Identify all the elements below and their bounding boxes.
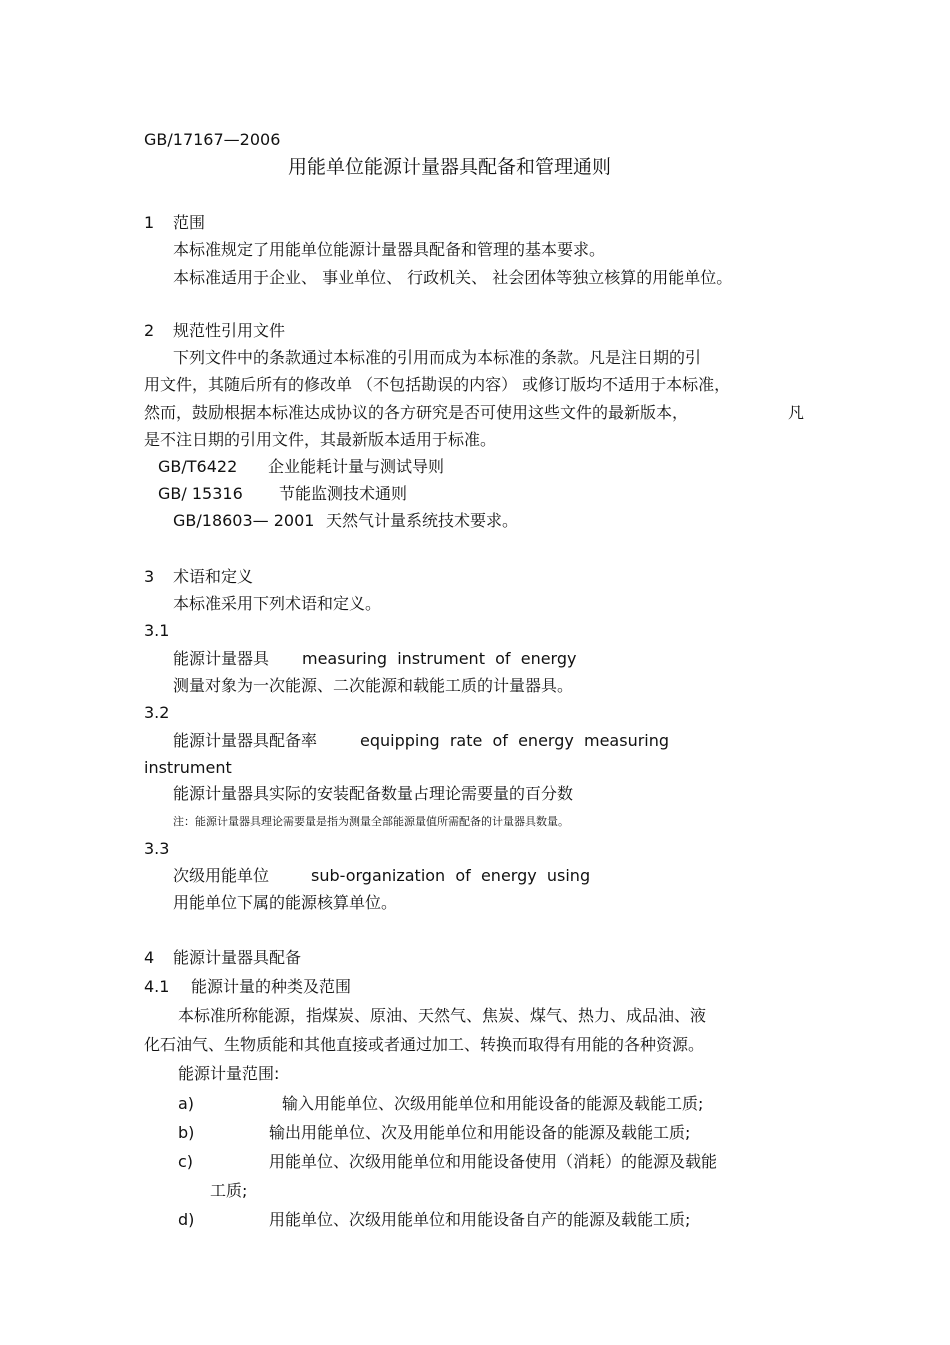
term-chinese: 能源计量器具	[173, 649, 270, 668]
reference-name: 企业能耗计量与测试导则	[268, 457, 445, 476]
reference-code: GB/ 15316	[158, 484, 243, 503]
term-chinese: 次级用能单位	[173, 866, 270, 885]
term-number: 3.3	[144, 839, 170, 858]
section-2-heading: 规范性引用文件	[173, 321, 286, 340]
list-item-text-continued: 工质;	[210, 1181, 248, 1200]
section-2-line: 是不注日期的引用文件，其最新版本适用于标准。	[144, 430, 497, 449]
list-item-label: d)	[178, 1210, 195, 1229]
term-chinese: 能源计量器具配备率	[173, 731, 318, 750]
section-4-number: 4	[144, 948, 155, 967]
section-2-number: 2	[144, 321, 155, 340]
section-3-number: 3	[144, 567, 155, 586]
term-english: equipping rate of energy measuring	[360, 731, 670, 750]
section-2-line: 然而，鼓励根据本标准达成协议的各方研究是否可使用这些文件的最新版本，	[144, 403, 689, 422]
list-item-label: a)	[178, 1094, 195, 1113]
term-note: 注：能源计量器具理论需要量是指为测量全部能源量值所需配备的计量器具数量。	[173, 815, 569, 828]
section-2-line: 用文件，其随后所有的修改单 （不包括勘误的内容） 或修订版均不适用于本标准，	[144, 375, 731, 394]
section-1-heading: 范围	[173, 213, 206, 232]
doc-code: GB/17167—2006	[144, 130, 281, 149]
section-2-line-end: 凡	[788, 403, 805, 422]
reference-name: 节能监测技术通则	[279, 484, 408, 503]
list-item-text: 用能单位、次级用能单位和用能设备使用（消耗）的能源及载能	[269, 1152, 718, 1171]
list-item-label: b)	[178, 1123, 195, 1142]
term-number: 3.2	[144, 703, 170, 722]
term-english-continued: instrument	[144, 758, 232, 777]
list-item-text: 输出用能单位、次及用能单位和用能设备的能源及载能工质;	[269, 1123, 691, 1142]
section-1-number: 1	[144, 213, 155, 232]
section-4-line: 本标准所称能源，指煤炭、原油、天然气、焦炭、煤气、热力、成品油、液	[178, 1006, 707, 1025]
scope-label: 能源计量范围:	[178, 1064, 280, 1083]
reference-code: GB/18603— 2001	[173, 511, 315, 530]
term-definition: 能源计量器具实际的安装配备数量占理论需要量的百分数	[173, 784, 574, 803]
term-english: sub-organization of energy using	[311, 866, 591, 885]
section-3-heading: 术语和定义	[173, 567, 254, 586]
page-title: 用能单位能源计量器具配备和管理通则	[288, 156, 612, 178]
section-3-intro: 本标准采用下列术语和定义。	[173, 594, 382, 613]
term-english: measuring instrument of energy	[302, 649, 577, 668]
reference-name: 天然气计量系统技术要求。	[326, 511, 519, 530]
section-1-paragraph: 本标准规定了用能单位能源计量器具配备和管理的基本要求。	[173, 240, 606, 259]
section-4-heading: 能源计量器具配备	[173, 948, 302, 967]
section-4-line: 化石油气、生物质能和其他直接或者通过加工、转换而取得有用能的各种资源。	[144, 1035, 705, 1054]
term-number: 3.1	[144, 621, 170, 640]
section-1-paragraph: 本标准适用于企业、 事业单位、 行政机关、 社会团体等独立核算的用能单位。	[173, 268, 733, 287]
term-definition: 测量对象为一次能源、二次能源和载能工质的计量器具。	[173, 676, 574, 695]
list-item-text: 输入用能单位、次级用能单位和用能设备的能源及载能工质;	[282, 1094, 704, 1113]
subsection-heading: 能源计量的种类及范围	[191, 977, 352, 996]
list-item-text: 用能单位、次级用能单位和用能设备自产的能源及载能工质;	[269, 1210, 691, 1229]
reference-code: GB/T6422	[158, 457, 238, 476]
term-definition: 用能单位下属的能源核算单位。	[173, 893, 398, 912]
subsection-number: 4.1	[144, 977, 170, 996]
section-2-line: 下列文件中的条款通过本标准的引用而成为本标准的条款。凡是注日期的引	[173, 348, 702, 367]
list-item-label: c)	[178, 1152, 194, 1171]
